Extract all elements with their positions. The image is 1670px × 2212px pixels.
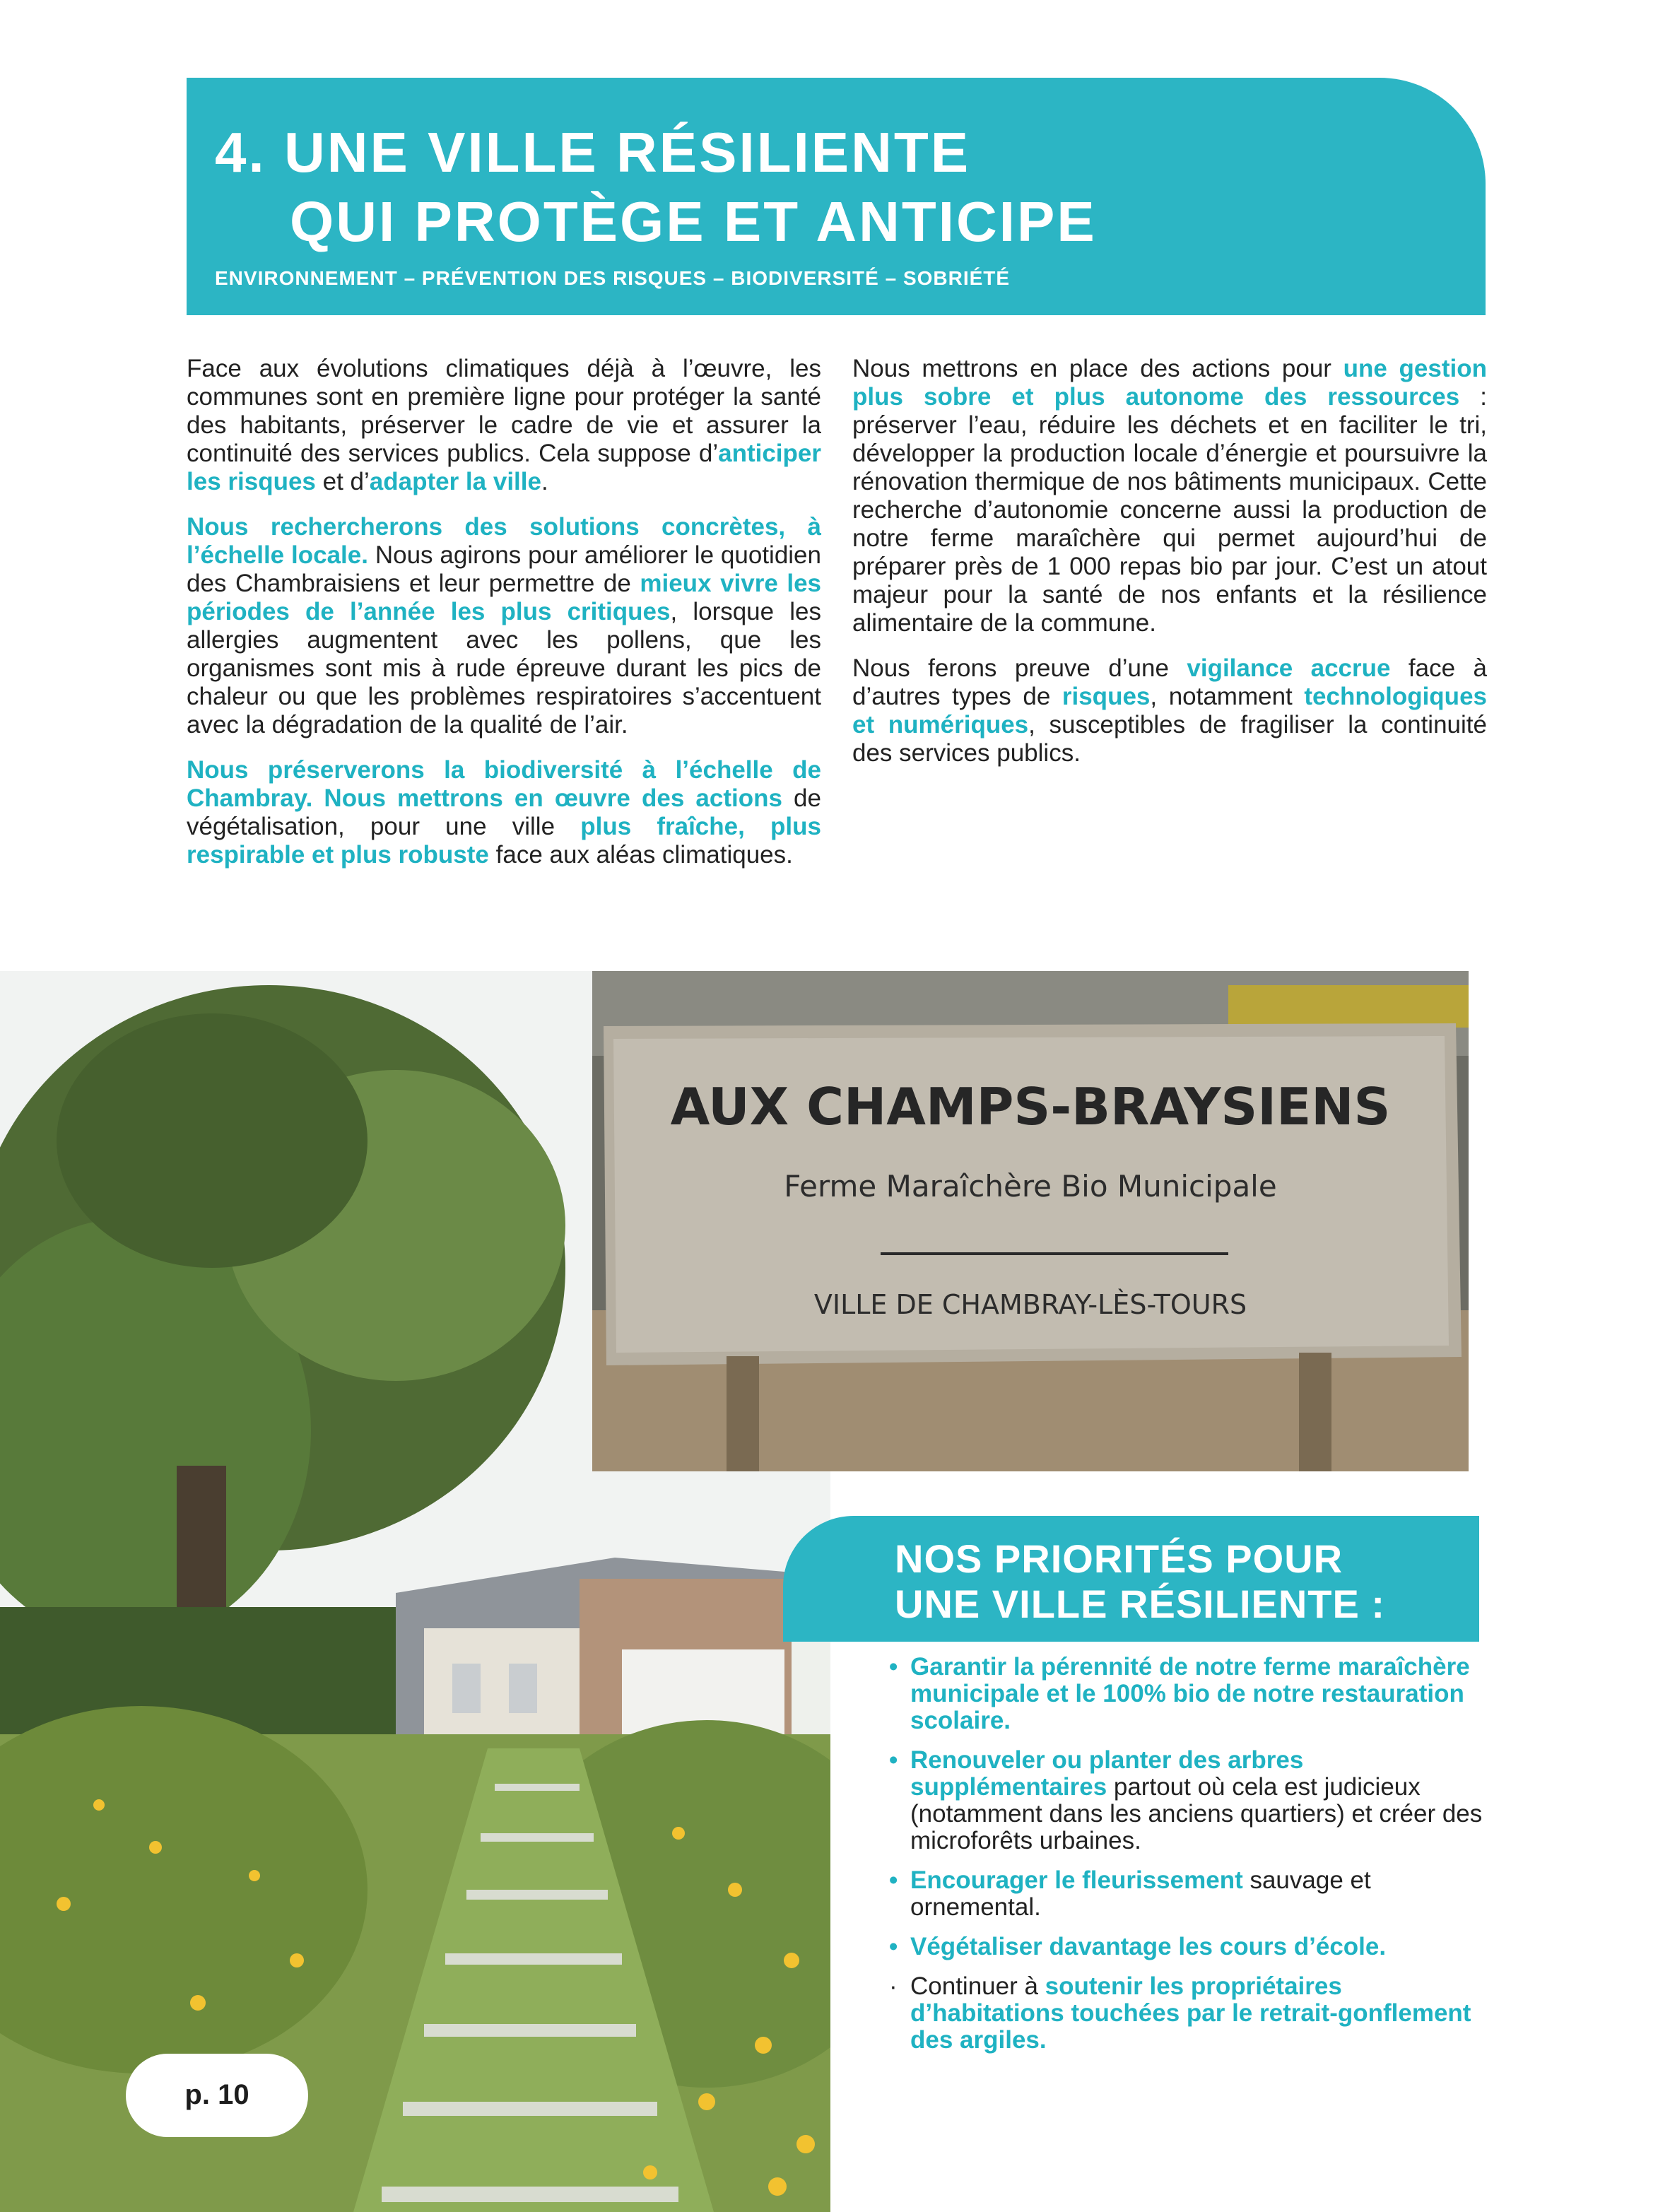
list-item xyxy=(889,1973,1483,2054)
sign-town: VILLE DE CHAMBRAY-LÈS-TOURS xyxy=(813,1289,1247,1320)
text: de végétalisation, pour une ville xyxy=(187,784,821,840)
paragraph xyxy=(187,355,821,496)
priorities-list xyxy=(889,1654,1483,2066)
text: : préserver l’eau, réduire les déchets et en faciliter le tri, développer la production locale d’énergie et poursuivre la rénovation thermique de nos bâtiments municipaux. Cette recherche d’autonomie concerne aussi la production de notre ferme maraîchère qui permet aujourd’hui de préparer près de 1 000 repas bio par jour. C’est un atout majeur pour la santé de nos enfants et la résilience alimentaire de la commune. xyxy=(852,383,1487,637)
highlight: vigilance accrue xyxy=(1187,654,1391,682)
right-text-column xyxy=(852,355,1487,784)
farm-sign-photo xyxy=(592,971,1469,1471)
section-title-line2: QUI PROTÈGE ET ANTICIPE xyxy=(290,190,1097,253)
text: Continuer à xyxy=(910,1972,1045,2000)
sign-title: AUX CHAMPS-BRAYSIENS xyxy=(670,1077,1391,1136)
page-number-badge xyxy=(126,2054,308,2137)
list-item xyxy=(889,1747,1483,1854)
text: et d’ xyxy=(315,468,370,495)
text: sauvage et ornemental. xyxy=(910,1866,1371,1921)
highlight: mieux vivre les périodes de l’année les plus critiques xyxy=(187,570,822,625)
text: Face aux évolutions climatiques déjà à l’œuvre, les communes sont en première ligne pour protéger la santé des habitants, préserver le cadre de vie et assurer la continuité des services publics. Cela suppose d’ xyxy=(187,355,821,467)
highlight: Encourager le fleurissement xyxy=(910,1866,1243,1894)
text: Nous mettrons en place des actions pour xyxy=(852,355,1343,382)
page-number: p. 10 xyxy=(184,2079,249,2110)
text: , notamment xyxy=(1150,683,1305,710)
text: , lorsque les allergies augmentent avec les pollens, que les organismes sont mis à rude épreuve durant les pics de chaleur ou que les problèmes respiratoires s’accentuent avec la dégradation de la qualité de l’air. xyxy=(187,598,821,739)
highlight: plus fraîche, plus respirable et plus robuste xyxy=(187,813,821,869)
highlight: une gestion plus sobre et plus autonome des ressources xyxy=(852,355,1487,411)
paragraph xyxy=(852,355,1487,637)
section-header xyxy=(187,78,1486,315)
left-text-column xyxy=(187,355,821,886)
priorities-header xyxy=(783,1516,1479,1642)
list-item xyxy=(889,1867,1483,1921)
text: . xyxy=(541,468,548,495)
list-item xyxy=(889,1654,1483,1734)
highlight: Nous rechercherons des solutions concrètes, à l’échelle locale. xyxy=(187,513,821,569)
bullet-icon: • xyxy=(889,1866,898,1894)
bullet-icon: • xyxy=(889,1933,898,1960)
highlight: Garantir la pérennité de notre ferme maraîchère municipale et le 100% bio de notre restauration scolaire. xyxy=(910,1653,1470,1734)
farm-sign-illustration xyxy=(592,971,1469,1471)
section-title-line1: 4. UNE VILLE RÉSILIENTE xyxy=(215,121,971,184)
paragraph xyxy=(187,756,821,869)
highlight: technologiques et numériques xyxy=(852,683,1487,739)
list-item xyxy=(889,1934,1483,1960)
text: face aux aléas climatiques. xyxy=(488,841,793,869)
text: face à d’autres types de xyxy=(852,654,1487,710)
priorities-title-line1: NOS PRIORITÉS POUR xyxy=(895,1536,1343,1581)
bullet-icon: • xyxy=(889,1746,898,1774)
highlight: Végétaliser davantage les cours d’école. xyxy=(910,1933,1387,1960)
paragraph xyxy=(852,654,1487,767)
highlight: adapter la ville xyxy=(369,468,541,495)
highlight: risques xyxy=(1062,683,1151,710)
bullet-icon: · xyxy=(889,1972,898,2000)
text: , susceptibles de fragiliser la continuité des services publics. xyxy=(852,711,1487,767)
highlight: Renouveler ou planter des arbres supplémentaires xyxy=(910,1746,1304,1801)
highlight: anticiper les risques xyxy=(187,440,821,495)
highlight: soutenir les propriétaires d’habitations touchées par le retrait-gonflement des argiles. xyxy=(910,1972,1471,2054)
highlight: Nous préserverons la biodiversité à l’échelle de Chambray. Nous mettrons en œuvre des actions xyxy=(187,756,821,812)
text: Nous ferons preuve d’une xyxy=(852,654,1187,682)
sign-subtitle: Ferme Maraîchère Bio Municipale xyxy=(784,1169,1277,1204)
bullet-icon: • xyxy=(889,1653,898,1681)
priorities-title-line2: UNE VILLE RÉSILIENTE : xyxy=(895,1582,1386,1626)
section-subtitle: ENVIRONNEMENT – PRÉVENTION DES RISQUES – BIODIVERSITÉ – SOBRIÉTÉ xyxy=(215,267,1011,289)
text: Nous agirons pour améliorer le quotidien des Chambraisiens et leur permettre de xyxy=(187,541,821,597)
paragraph xyxy=(187,513,821,739)
text: partout où cela est judicieux (notamment dans les anciens quartiers) et créer des microforêts urbaines. xyxy=(910,1773,1483,1854)
